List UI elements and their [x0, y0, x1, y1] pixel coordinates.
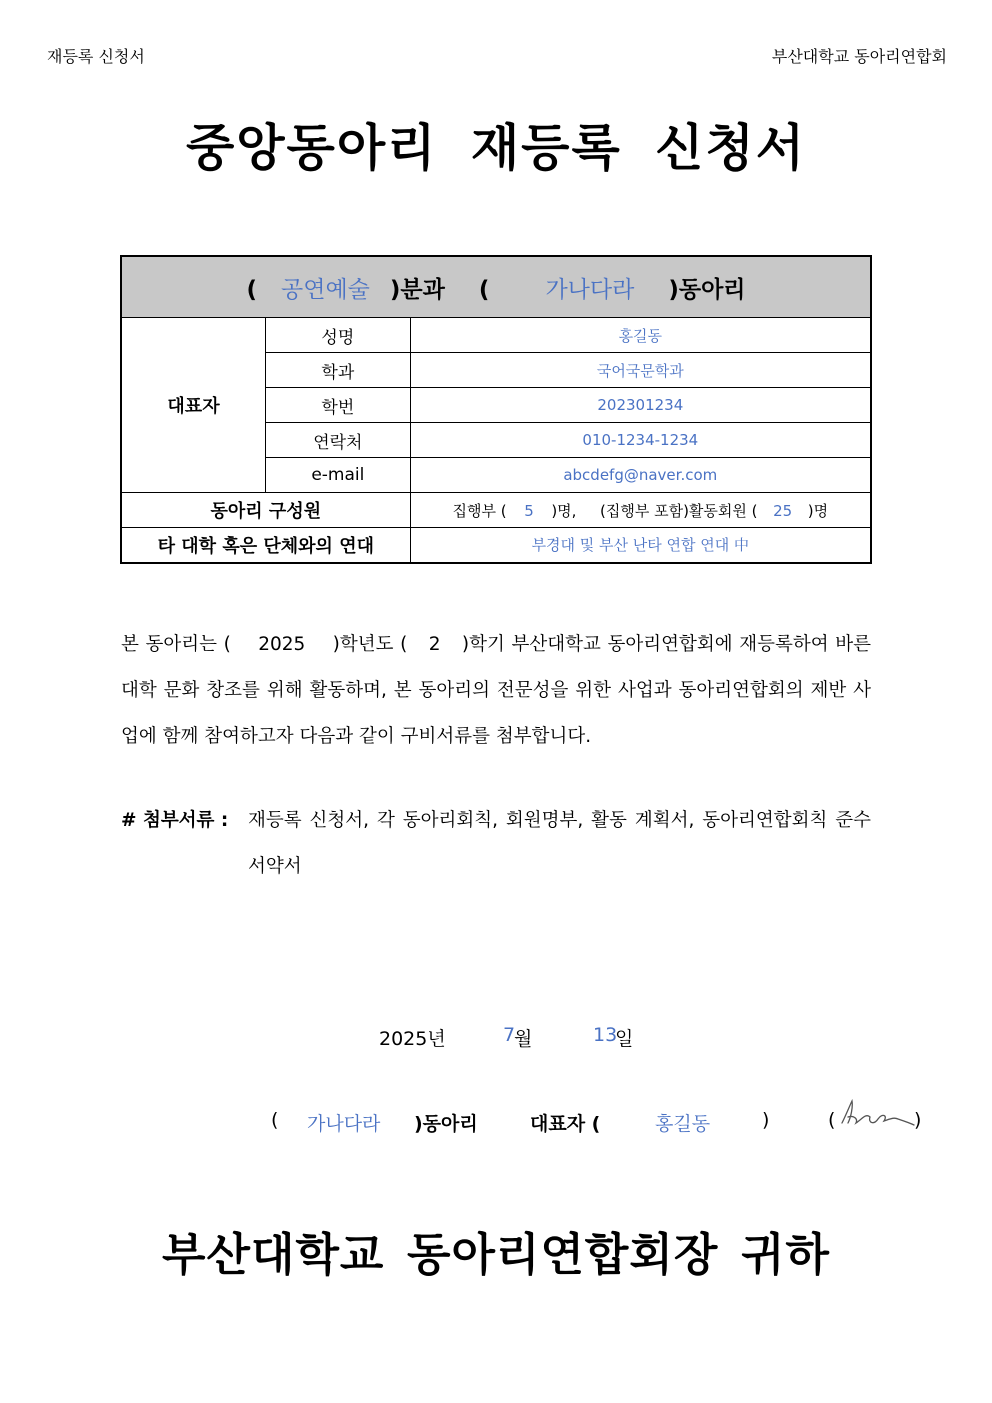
field-label: 연락처: [266, 423, 411, 458]
club-suffix: )동아리: [668, 276, 746, 303]
field-label: 성명: [266, 318, 411, 353]
student-id-value[interactable]: 202301234: [410, 388, 871, 423]
exec-prefix: 집행부 (: [452, 501, 507, 520]
sig-rep-label: 대표자 (: [530, 1113, 601, 1135]
division-open: (: [246, 276, 257, 303]
exec-count[interactable]: 5: [524, 501, 534, 520]
semester-value[interactable]: 2: [428, 634, 441, 655]
date-month-unit: 월: [514, 1028, 533, 1050]
sig-club-suffix: )동아리: [414, 1113, 478, 1135]
header-left: 재등록 신청서: [47, 47, 145, 66]
attachments-label: # 첨부서류 :: [121, 810, 229, 831]
header-right: 부산대학교 동아리연합회: [771, 47, 947, 66]
members-label: 동아리 구성원: [121, 493, 410, 528]
name-value[interactable]: 홍길동: [410, 318, 871, 353]
declaration-paragraph: 본 동아리는 ( 2025 )학년도 ( 2 )학기 부산대학교 동아리연합회에 재등록하여 바른 대학 문화 창조를 위해 활동하며, 본 동아리의 전문성을 위한 사업과 동아리연합회의 제반 사업에 함께 참여하고자 다음과 같이 구비서류를 첨부합니다.: [121, 634, 872, 747]
active-count[interactable]: 25: [773, 501, 793, 520]
contact-value[interactable]: 010-1234-1234: [410, 423, 871, 458]
field-label: e-mail: [266, 458, 411, 493]
year-value[interactable]: 2025: [258, 634, 306, 655]
division-suffix: )분과: [389, 276, 445, 303]
attachments: [121, 798, 871, 877]
sig-club-value[interactable]: 가나다라: [307, 1113, 381, 1135]
division-club-row: [121, 256, 871, 318]
active-suffix: )명: [807, 501, 829, 520]
footer-addressee: 부산대학교 동아리연합회장 귀하: [162, 1228, 830, 1281]
members-value: [410, 493, 871, 528]
active-prefix: (집행부 포함)활동회원 (: [600, 501, 758, 520]
email-value[interactable]: abcdefg@naver.com: [410, 458, 871, 493]
division-value[interactable]: 공연예술: [281, 276, 370, 303]
department-value[interactable]: 국어국문학과: [410, 353, 871, 388]
sig-seal-close: ): [914, 1109, 922, 1131]
alliance-row: [121, 528, 871, 563]
date-day-unit: 일: [615, 1028, 634, 1050]
exec-suffix: )명,: [551, 501, 577, 520]
club-value[interactable]: 가나다라: [545, 276, 635, 303]
alliance-label: 타 대학 혹은 단체와의 연대: [121, 528, 410, 563]
representative-label: 대표자: [121, 318, 266, 493]
sig-rep-close: ): [762, 1109, 770, 1131]
field-label: 학과: [266, 353, 411, 388]
date-day[interactable]: 13: [593, 1024, 618, 1046]
attachments-text: 재등록 신청서, 각 동아리회칙, 회원명부, 활동 계획서, 동아리연합회칙 준수 서약서: [248, 810, 871, 877]
table-row: [121, 318, 871, 353]
alliance-value[interactable]: 부경대 및 부산 난타 연합 연대 中: [410, 528, 871, 563]
handwritten-signature: [838, 1097, 916, 1133]
members-row: [121, 493, 871, 528]
club-open: (: [478, 276, 490, 303]
sig-rep-value[interactable]: 홍길동: [655, 1113, 711, 1135]
field-label: 학번: [266, 388, 411, 423]
sig-seal-open: (: [828, 1109, 836, 1131]
registration-table: [120, 255, 872, 564]
date-year: 2025년: [379, 1028, 446, 1050]
page-title: 중앙동아리 재등록 신청서: [185, 119, 807, 177]
date-month[interactable]: 7: [503, 1024, 516, 1046]
sig-club-open: (: [271, 1109, 279, 1131]
